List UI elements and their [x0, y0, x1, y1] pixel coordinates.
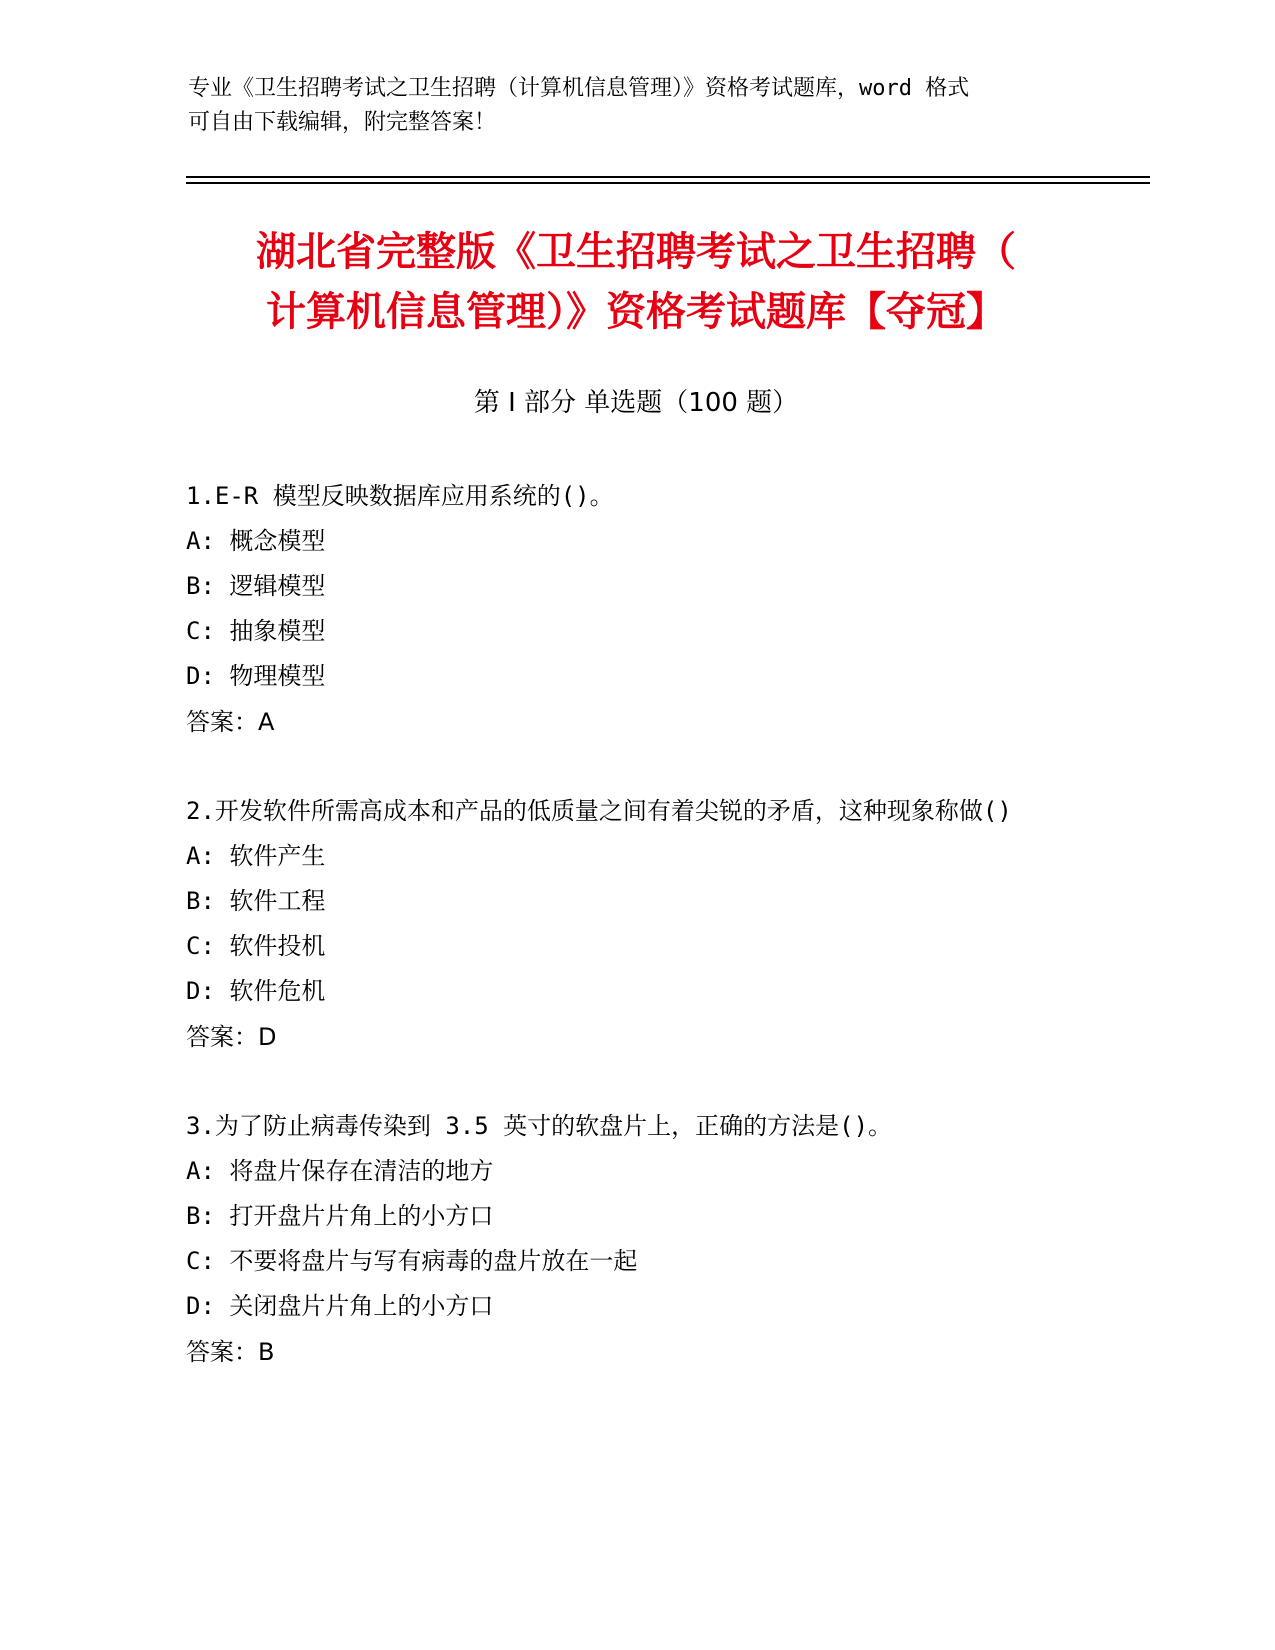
header-note: [188, 72, 1068, 140]
header-divider-top: [186, 176, 1150, 178]
document-title-line-2: 计算机信息管理）》资格考试题库【夺冠】: [266, 289, 1006, 335]
question-2: [186, 789, 1066, 1060]
question-option-b: B: 软件工程: [186, 887, 326, 915]
question-option-a: A: 概念模型: [186, 527, 326, 555]
question-answer: 答案：D: [186, 1023, 277, 1051]
question-option-c: C: 抽象模型: [186, 617, 326, 645]
document-title-line-1: 湖北省完整版《卫生招聘考试之卫生招聘（: [256, 229, 1016, 275]
question-stem: 1.E-R 模型反映数据库应用系统的()。: [186, 482, 614, 510]
question-option-d: D: 物理模型: [186, 662, 326, 690]
header-divider-bottom: [186, 182, 1150, 184]
question-option-b: B: 逻辑模型: [186, 572, 326, 600]
question-list: [186, 474, 1066, 1419]
question-option-d: D: 软件危机: [186, 977, 326, 1005]
question-3: [186, 1104, 1066, 1375]
document-title: [186, 222, 1086, 342]
question-option-c: C: 不要将盘片与写有病毒的盘片放在一起: [186, 1247, 638, 1275]
question-1: [186, 474, 1066, 745]
question-answer: 答案：A: [186, 708, 275, 736]
question-option-a: A: 软件产生: [186, 842, 326, 870]
question-option-c: C: 软件投机: [186, 932, 326, 960]
header-note-line-2: 可自由下载编辑，附完整答案！: [188, 110, 497, 135]
header-note-line-1: 专业《卫生招聘考试之卫生招聘（计算机信息管理）》资格考试题库，word 格式: [188, 76, 970, 101]
question-option-d: D: 关闭盘片片角上的小方口: [186, 1292, 494, 1320]
question-stem: 2.开发软件所需高成本和产品的低质量之间有着尖锐的矛盾，这种现象称做(): [186, 797, 1012, 825]
question-option-a: A: 将盘片保存在清洁的地方: [186, 1157, 494, 1185]
question-stem: 3.为了防止病毒传染到 3.5 英寸的软盘片上，正确的方法是()。: [186, 1112, 893, 1140]
question-option-b: B: 打开盘片片角上的小方口: [186, 1202, 494, 1230]
section-title: 第 I 部分 单选题（100 题）: [473, 388, 799, 418]
question-answer: 答案：B: [186, 1338, 275, 1366]
